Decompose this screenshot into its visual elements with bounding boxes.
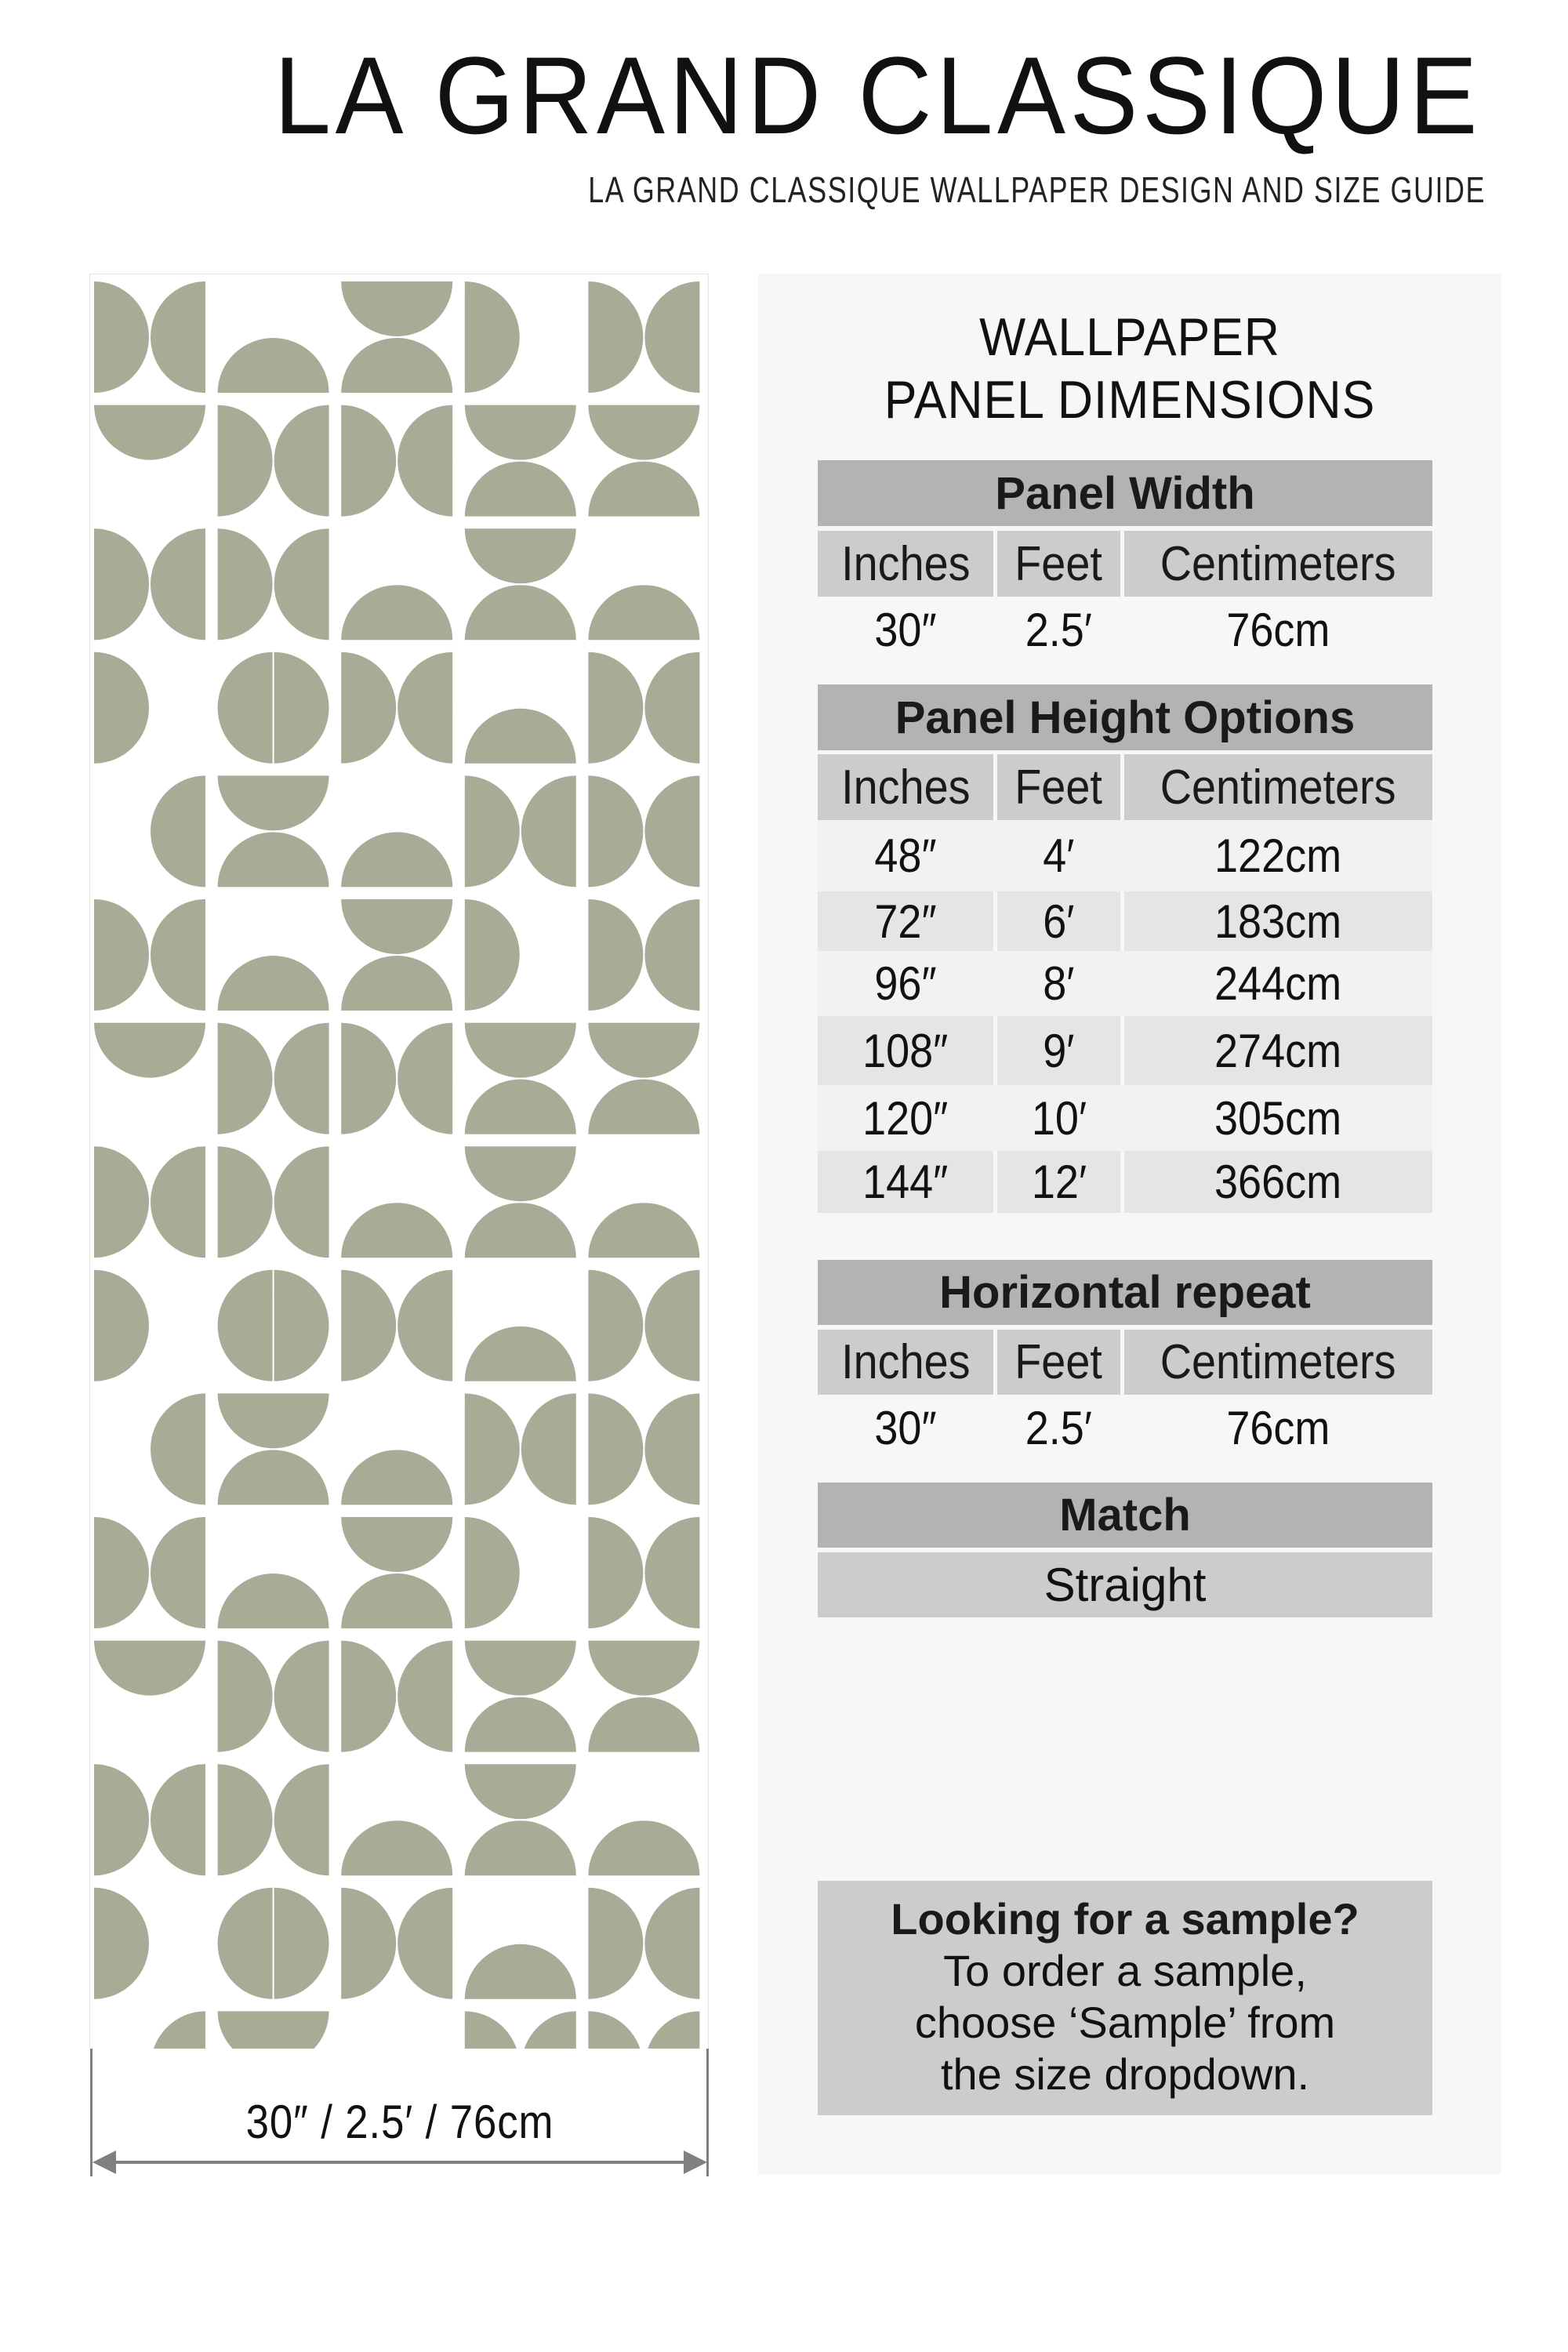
panel-title	[788, 306, 1472, 431]
guide-subtitle: LA GRAND CLASSIQUE WALLPAPER DESIGN AND SIZE GUIDE	[588, 169, 1486, 210]
value-feet: 8′	[997, 951, 1120, 1016]
table-row	[818, 1016, 1432, 1085]
table-row	[818, 820, 1432, 891]
brand-title: LA GRAND CLASSIQUE	[274, 34, 1482, 157]
match-value: Straight	[818, 1552, 1432, 1617]
panel-title-line2: PANEL DIMENSIONS	[884, 370, 1376, 430]
horizontal-repeat-column-headers	[818, 1330, 1432, 1395]
value-cm: 76cm	[1226, 603, 1330, 656]
value-feet: 2.5′	[1025, 603, 1093, 656]
sample-callout	[818, 1881, 1432, 2115]
value-cm: 76cm	[1226, 1401, 1330, 1454]
value-cm: 274cm	[1124, 1016, 1432, 1085]
sample-line-3: the size dropdown.	[940, 2049, 1310, 2099]
panel-title-line1: WALLPAPER	[979, 307, 1280, 367]
col-inches: Inches	[818, 1330, 993, 1395]
table-row	[818, 951, 1432, 1016]
panel-width-table	[818, 460, 1432, 656]
col-centimeters: Centimeters	[1124, 754, 1432, 820]
col-inches: Inches	[818, 754, 993, 820]
value-inches: 48″	[818, 820, 993, 891]
value-inches: 72″	[818, 891, 993, 951]
match-header: Match	[818, 1483, 1432, 1548]
col-feet: Feet	[997, 1330, 1120, 1395]
value-inches: 120″	[818, 1085, 993, 1151]
sample-question: Looking for a sample?	[891, 1894, 1359, 1944]
table-row	[818, 1151, 1432, 1213]
value-inches: 96″	[818, 951, 993, 1016]
panel-height-header: Panel Height Options	[818, 684, 1432, 750]
table-row	[818, 891, 1432, 951]
table-row	[818, 597, 1432, 662]
value-feet: 4′	[997, 820, 1120, 891]
half-circle-pattern	[90, 274, 709, 2049]
value-inches: 30″	[874, 603, 937, 656]
panel-height-table	[818, 684, 1432, 1218]
sample-line-1: To order a sample,	[943, 1946, 1307, 1995]
panel-width-label: 30″ / 2.5′ / 76cm	[245, 2096, 554, 2148]
wallpaper-pattern-preview	[89, 274, 709, 2049]
col-feet: Feet	[997, 754, 1120, 820]
value-feet: 12′	[997, 1151, 1120, 1213]
panel-width-header: Panel Width	[818, 460, 1432, 526]
table-row	[818, 1395, 1432, 1461]
col-centimeters: Centimeters	[1124, 1330, 1432, 1395]
value-cm: 366cm	[1124, 1151, 1432, 1213]
sample-line-2: choose ‘Sample’ from	[914, 1998, 1336, 2047]
value-cm: 183cm	[1124, 891, 1432, 951]
value-inches: 30″	[874, 1401, 937, 1454]
panel-height-column-headers	[818, 754, 1432, 820]
horizontal-repeat-table	[818, 1260, 1432, 1456]
table-row	[818, 1085, 1432, 1151]
col-feet: Feet	[997, 531, 1120, 597]
col-centimeters: Centimeters	[1124, 531, 1432, 597]
value-cm: 305cm	[1124, 1085, 1432, 1151]
value-feet: 10′	[997, 1085, 1120, 1151]
horizontal-repeat-header: Horizontal repeat	[818, 1260, 1432, 1325]
match-table	[818, 1483, 1432, 1617]
col-inches: Inches	[818, 531, 993, 597]
value-cm: 122cm	[1124, 820, 1432, 891]
value-feet: 6′	[997, 891, 1120, 951]
value-feet: 2.5′	[1025, 1401, 1093, 1454]
value-inches: 144″	[818, 1151, 993, 1213]
value-cm: 244cm	[1124, 951, 1432, 1016]
panel-width-column-headers	[818, 531, 1432, 597]
value-feet: 9′	[997, 1016, 1120, 1085]
value-inches: 108″	[818, 1016, 993, 1085]
double-arrow-icon	[91, 2148, 709, 2176]
